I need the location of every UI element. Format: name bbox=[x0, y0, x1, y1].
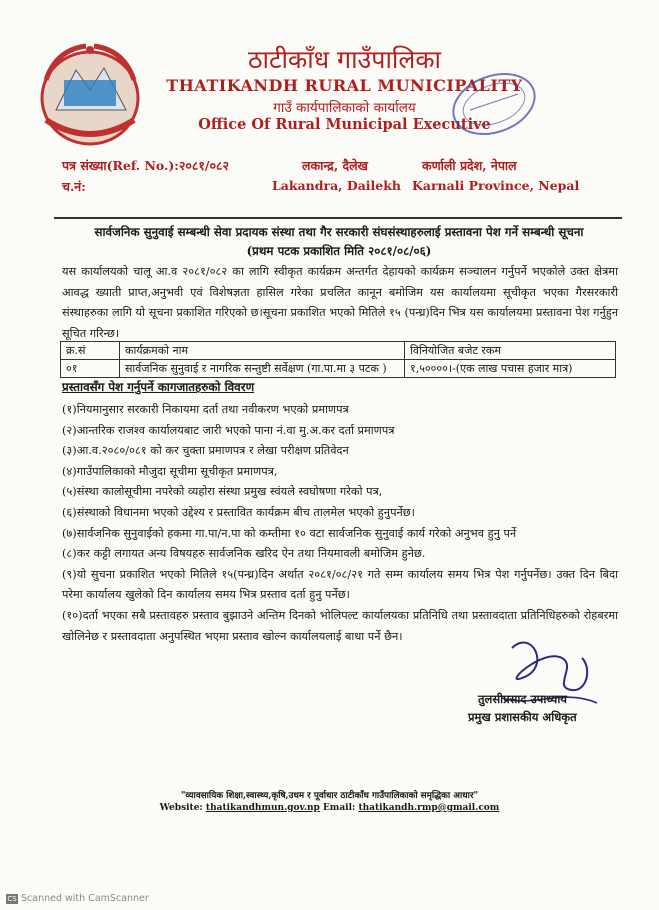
documents-list bbox=[62, 400, 618, 647]
notice-subject: सार्वजनिक सुनुवाई सम्बन्धी सेवा प्रदायक संस्था तथा गैर सरकारी संघसंस्थाहरुलाई प्रस्तावना पेश गर्ने सम्बन्धी सूचना bbox=[94, 225, 584, 239]
header-program: कार्यक्रमको नाम bbox=[120, 342, 405, 360]
signatory-name: तुलसीप्रसाद उपाध्याय bbox=[478, 692, 567, 706]
first-published-date: (प्रथम पटक प्रकाशित मिति २०८१/०८/०६) bbox=[246, 244, 432, 258]
email-label: Email: bbox=[322, 803, 356, 813]
address-en: Lakandra, Dailekh bbox=[272, 178, 402, 193]
website-label: Website: bbox=[159, 803, 203, 813]
cell-program: सार्वजनिक सुनुवाई र नागरिक सन्तुष्टी सर्वेक्षण (गा.पा.मा ३ पटक ) bbox=[120, 360, 405, 378]
documents-title: प्रस्तावसँग पेश गर्नुपर्ने कागजातहरुको विवरण bbox=[62, 380, 255, 394]
notice-paragraph: यस कार्यालयको चालू आ.व २०८१/०८२ का लागि स्वीकृत कार्यक्रम अन्तर्गत देहायको कार्यक्रम सञ्चालन गर्नुपर्ने भएकोले उक्त क्षेत्रमा आवद्ध ख्याती प्राप्त,अनुभवी एवं विशेषज्ञता हासिल गरेका प्रचलित कानून बमोजिम यस कार्यालयमा सूचीकृत भएका गैरसरकारी संस्थाहरुका लागि यो सूचना प्रकाशित गरिएको छ।सूचना प्रकाशित भएको मितिले १५ (पन्ध्र)दिन भित्र यस कार्यालयमा प्रस्तावना पेश गर्नुहुन सूचित गरिन्छ। bbox=[62, 265, 618, 340]
list-item: (८)कर कट्टी लगायत अन्य विषयहरु सार्वजनिक खरिद ऐन तथा नियमावली बमोजिम हुनेछ. bbox=[62, 547, 426, 561]
province-en: Karnali Province, Nepal bbox=[412, 178, 580, 193]
letterhead-office-en: Office Of Rural Municipal Executive bbox=[198, 116, 491, 133]
office-stamp bbox=[448, 70, 540, 138]
list-item: (३)आ.व.२०८०/०८१ को कर चुक्ता प्रमाणपत्र र लेखा परीक्षण प्रतिवेदन bbox=[62, 444, 349, 458]
table-header-row bbox=[61, 342, 616, 360]
list-item: (६)संस्थाको विधानमा भएको उद्देश्य र प्रस्तावित कार्यक्रम बीच तालमेल भएको हुनुपर्नेछ। bbox=[62, 505, 415, 519]
letterhead-office-np: गाउँ कार्यपालिकाको कार्यालय bbox=[273, 100, 416, 116]
watermark-text: Scanned with CamScanner bbox=[21, 893, 149, 904]
dispatch-number: च.नं: bbox=[62, 179, 86, 194]
table-row bbox=[61, 360, 616, 378]
email-link[interactable]: thatikandh.rmp@gmail.com bbox=[358, 803, 500, 813]
address-np: लकान्द्र, दैलेख bbox=[302, 158, 368, 173]
list-item: (१०)दर्ता भएका सबै प्रस्तावहरु प्रस्ताव बुझाउने अन्तिम दिनको भोलिपल्ट कार्यालयका प्रतिनिधि तथा प्रस्तावदाता प्रतिनिधिहरुको रोहबरमा खोलिनेछ र प्रस्तावदाता अनुपस्थित भएमा प्रस्ताव खोल्न कार्यालयलाई बाधा पर्ने छैन। bbox=[62, 608, 618, 643]
scanner-watermark bbox=[6, 893, 149, 904]
province-np: कर्णाली प्रदेश, नेपाल bbox=[422, 158, 517, 173]
program-table bbox=[60, 341, 616, 378]
footer-contact bbox=[0, 803, 659, 813]
website-link[interactable]: thatikandhmun.gov.np bbox=[205, 803, 320, 813]
cell-budget: १,५००००।-(एक लाख पचास हजार मात्र) bbox=[405, 360, 616, 378]
letterhead-name-np: ठाटीकाँध गाउँपालिका bbox=[247, 45, 442, 74]
list-item: (७)सार्वजनिक सुनुवाईको हकमा गा.पा/न.पा को कम्तीमा १० वटा सार्वजनिक सुनुवाई कार्य गरेको अनुभव हुनु पर्ने bbox=[62, 526, 517, 540]
list-item: (५)संस्था कालोसूचीमा नपरेको व्यहोरा संस्था प्रमुख स्वंयले स्वघोषणा गरेको पत्र, bbox=[62, 485, 383, 499]
ref-number: पत्र संख्या(Ref. No.):२०८१/०८२ bbox=[62, 158, 229, 173]
cell-sn: ०१ bbox=[61, 360, 120, 378]
list-item: (९)यो सुचना प्रकाशित भएको मितिले १५(पन्ध्र)दिन अर्थात २०८१/०८/२१ गते सम्म कार्यालय समय भित्र पेश गर्नुपर्नेछ। उक्त दिन बिदा परेमा कार्यालय खुलेको दिन कार्यालय समय भित्र प्रस्ताव दर्ता हुनु पर्नेछ। bbox=[62, 567, 618, 602]
header-sn: क्र.सं bbox=[61, 342, 120, 360]
footer-slogan: "व्यावसायिक शिक्षा,स्वास्थ्य,कृषि,उधम र पूर्वाधार ठाटीकाँध गाउँपालिकाको समृद्धिका आधार" bbox=[180, 791, 479, 801]
letterhead-name-en: THATIKANDH RURAL MUNICIPALITY bbox=[166, 76, 523, 95]
header-divider bbox=[54, 217, 622, 219]
signatory-title: प्रमुख प्रशासकीय अधिकृत bbox=[468, 710, 577, 724]
header-budget: विनियोजित बजेट रकम bbox=[405, 342, 616, 360]
camscanner-icon: CS bbox=[7, 894, 17, 903]
list-item: (१)नियमानुसार सरकारी निकायमा दर्ता तथा नवीकरण भएको प्रमाणपत्र bbox=[62, 403, 349, 416]
list-item: (२)आन्तरिक राजश्व कार्यालयबाट जारी भएको पाना नं.वा मु.अ.कर दर्ता प्रमाणपत्र bbox=[62, 423, 395, 437]
list-item: (४)गाउँपालिकाको मौजुदा सूचीमा सूचीकृत प्रमाणपत्र, bbox=[62, 464, 278, 478]
